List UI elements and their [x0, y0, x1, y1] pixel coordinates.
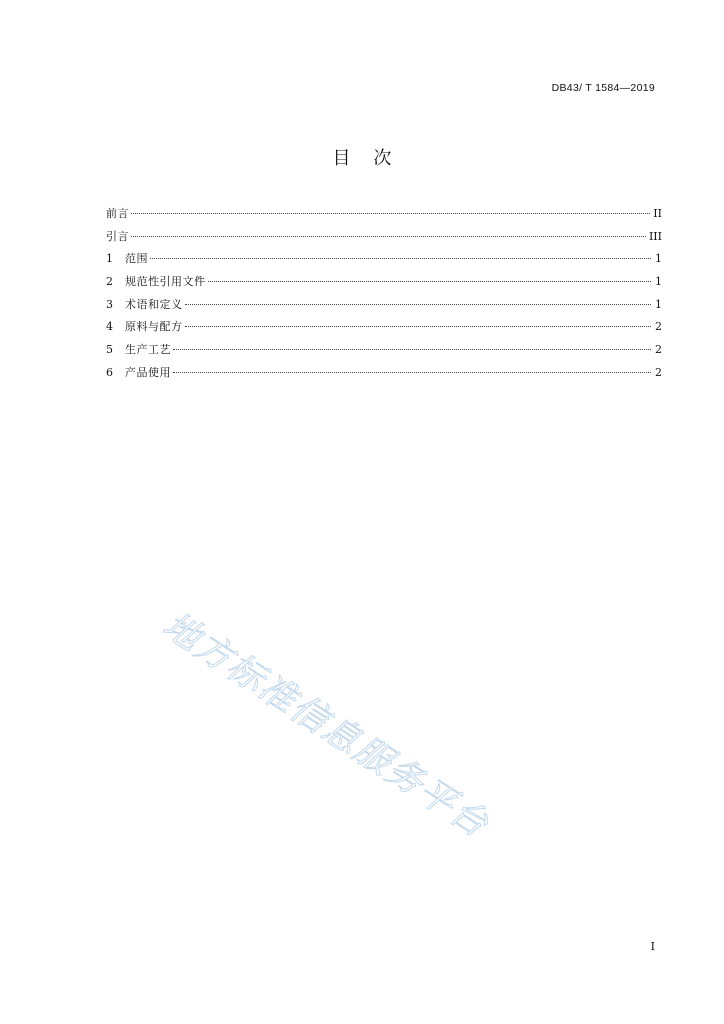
toc-entry-label: 前言: [106, 207, 129, 220]
toc-leader-dots: [185, 326, 652, 327]
toc-entry-number: 1: [106, 252, 113, 266]
toc-entry-number: 6: [106, 365, 113, 379]
toc-leader-dots: [173, 349, 651, 350]
page-number: I: [650, 940, 655, 953]
toc-entry-page: 1: [655, 297, 662, 311]
toc-title: 目 次: [332, 148, 392, 169]
toc-entry-terms-definitions[interactable]: [106, 297, 662, 320]
toc-entry-label: 引言: [106, 229, 129, 243]
toc-entry-introduction[interactable]: [106, 229, 662, 252]
toc-entry-normative-references[interactable]: [106, 274, 662, 297]
toc-leader-dots: [131, 213, 650, 214]
toc-entry-page: 1: [655, 275, 662, 289]
toc-entry-label: 原料与配方: [125, 320, 183, 334]
toc-entry-label: 产品使用: [125, 365, 171, 379]
toc-entry-page: 1: [655, 252, 662, 266]
toc-entry-number: 5: [106, 343, 113, 357]
toc-entry-label: 生产工艺: [125, 343, 171, 357]
toc-leader-dots: [185, 304, 652, 305]
toc-entry-production-process[interactable]: [106, 342, 662, 365]
table-of-contents: [106, 206, 662, 388]
toc-entry-page: 2: [655, 365, 662, 379]
toc-entry-label: 范围: [125, 252, 148, 266]
toc-entry-scope[interactable]: [106, 251, 662, 274]
standard-code: DB43/ T 1584—2019: [551, 82, 655, 94]
toc-leader-dots: [150, 258, 651, 259]
toc-entry-product-use[interactable]: [106, 365, 662, 388]
toc-entry-page: III: [648, 229, 662, 243]
toc-entry-number: 4: [106, 320, 113, 334]
toc-entry-label: 术语和定义: [125, 297, 183, 311]
toc-entry-label: 规范性引用文件: [125, 275, 206, 289]
toc-entry-foreword[interactable]: [106, 206, 662, 229]
toc-leader-dots: [173, 372, 651, 373]
toc-entry-materials-formula[interactable]: [106, 319, 662, 342]
toc-entry-number: 3: [106, 297, 113, 311]
toc-leader-dots: [131, 236, 646, 237]
toc-entry-page: II: [653, 207, 662, 220]
toc-leader-dots: [208, 281, 652, 282]
toc-entry-page: 2: [655, 343, 662, 357]
toc-entry-number: 2: [106, 275, 113, 289]
platform-watermark: 地方标准信息服务平台: [155, 604, 497, 847]
toc-entry-page: 2: [655, 320, 662, 334]
